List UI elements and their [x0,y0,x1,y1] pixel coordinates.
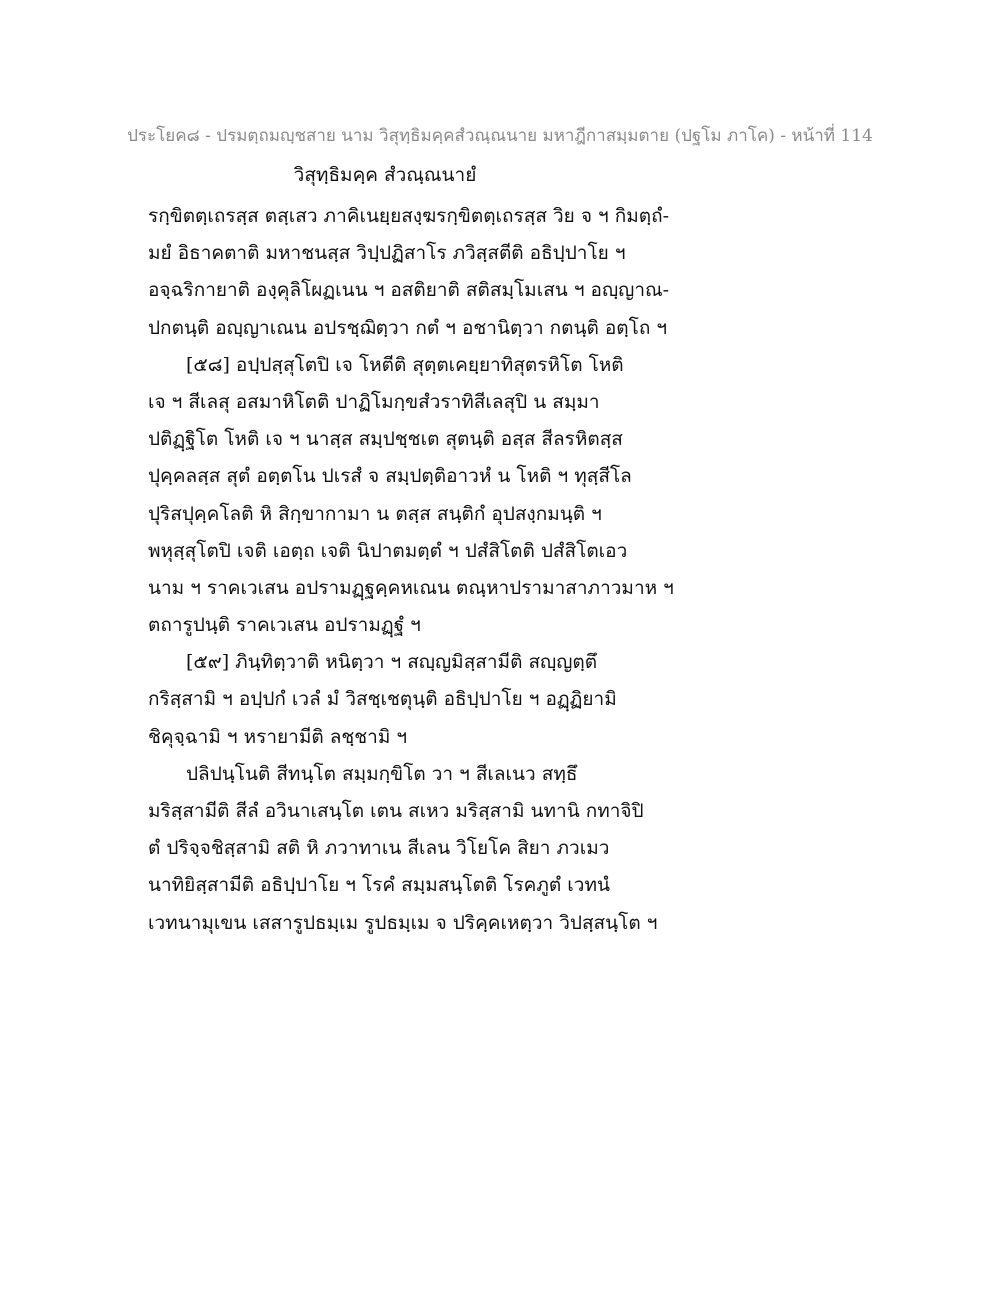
text-line: เวทนามุเขน เสสารูปธมฺเม รูปธมฺเม จ ปริคฺคเหตฺวา วิปสฺสนฺโต ฯ [148,911,658,934]
text-line: นาทิยิสฺสามีติ อธิปฺปาโย ฯ โรคํ สมฺมสนฺโตติ โรคภูตํ เวทนํ [148,874,610,897]
text-line: ตถารูปนฺติ ราคเวเสน อปรามฏฺฐํ ฯ [148,614,421,637]
text-line: ตํ ปริจฺจชิสฺสามิ สติ หิ ภวาทาเน สีเลน วิโยโค สิยา ภวเมว [148,837,610,860]
paragraph-start-line: [๕๙] ภินฺทิตฺวาติ หนิตฺวา ฯ สญฺญมิสฺสามีติ สญฺญตฺตึ [186,651,598,674]
body-text [148,198,868,942]
text-line: นาม ฯ ราคเวเสน อปรามฏฺฐคฺคหเณน ตณฺหาปรามาสาภาวมาห ฯ [148,576,674,599]
paragraph-start-line: [๕๘] อปฺปสฺสุโตปิ เจ โหตีติ สุตฺตเคยฺยาทิสุตรหิโต โหติ [186,353,624,376]
text-line: กริสฺสามิ ฯ อปฺปกํ เวลํ มํ วิสชฺเชตุนฺติ อธิปฺปาโย ฯ อฏฺฏิยามิ [148,688,617,711]
text-line: ชิคุจฺฉามิ ฯ หรายามีติ ลชฺชามิ ฯ [148,725,408,748]
text-line: ปุคฺคลสฺส สุตํ อตฺตโน ปเรสํ จ สมฺปตฺติอาวหํ น โหติ ฯ ทุสฺสีโล [148,465,632,488]
page-title: วิสุทฺธิมคฺค สํวณฺณนายํ [293,164,477,186]
text-line: ปกตนฺติ อญฺญาเณน อปรชฺฌิตฺวา กตํ ฯ อชานิตฺวา กตนฺติ อตฺโถ ฯ [148,316,668,339]
text-line: พหุสฺสุโตปิ เจติ เอตฺถ เจติ นิปาตมตฺตํ ฯ ปสํสิโตติ ปสํสิโตเอว [148,539,628,562]
text-line: ปติฏฺฐิโต โหติ เจ ฯ นาสฺส สมฺปชฺชเต สุตนฺติ อสฺส สีลรหิตสฺส [148,428,623,451]
text-line: มยํ อิธาคตาติ มหาชนสฺส วิปฺปฏิสาโร ภวิสฺสตีติ อธิปฺปาโย ฯ [148,242,626,265]
text-line: รกฺขิตตฺเถรสฺส ตสฺเสว ภาคิเนยฺยสงฺฆรกฺขิตตฺเถรสฺส วิย จ ฯ กิมตฺถํ- [148,205,669,227]
running-header: ประโยค๘ - ปรมตฺถมญฺชสาย นาม วิสุทฺธิมคฺคสํวณฺณนาย มหาฎีกาสมฺมตาย (ปฐโม ภาโค) - หน้าที่ 114 [127,126,873,146]
paragraph-start-line: ปลิปนฺโนติ สีทนฺโต สมฺมกฺขิโต วา ฯ สีเลเนว สทฺธึ [186,762,578,785]
text-line: มริสฺสามีติ สีลํ อวินาเสนฺโต เตน สเหว มริสฺสามิ นทานิ กทาจิปิ [148,800,644,822]
text-line: ปุริสปุคฺคโลติ หิ สิกฺขากามา น ตสฺส สนฺติกํ อุปสงฺกมนฺติ ฯ [148,502,602,525]
text-line: เจ ฯ สีเลสุ อสมาหิโตติ ปาฏิโมกฺขสํวราทิสีเลสุปิ น สมฺมา [148,390,600,413]
text-line: อจฺฉริกายาติ องฺคุลิโผฏเนน ฯ อสติยาติ สติสมฺโมเสน ฯ อญฺญาณ- [148,279,670,302]
